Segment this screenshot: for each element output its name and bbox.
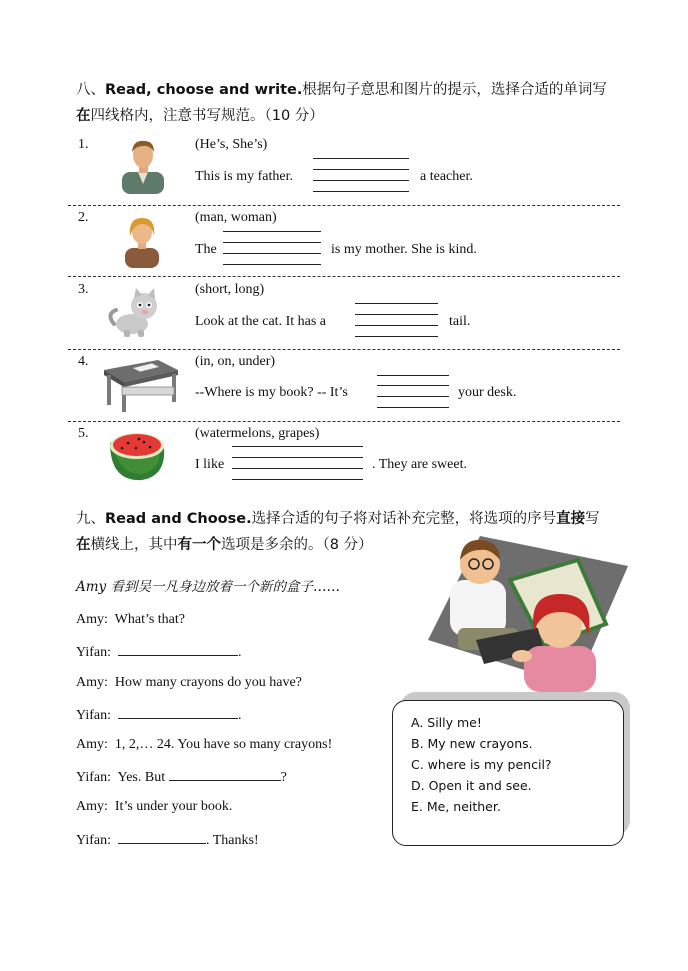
option-c: C. where is my pencil?: [411, 757, 552, 772]
woman-portrait-icon: [122, 216, 162, 268]
item3-after: tail.: [449, 314, 471, 329]
section9-heading-line2: 在横线上，其中有一个选项是多余的。（8 分）: [76, 537, 373, 553]
item5-before: I like: [195, 457, 225, 472]
dialogue-intro: Amy 看到吴一凡身边放着一个新的盒子……: [76, 579, 340, 595]
option-e: E. Me, neither.: [411, 799, 501, 814]
item4-after: your desk.: [458, 385, 517, 400]
option-d: D. Open it and see.: [411, 778, 532, 793]
options-box: [392, 700, 624, 846]
children-drawing-illustration: [428, 528, 628, 696]
section8-heading: [76, 77, 636, 129]
cat-icon: [106, 288, 174, 338]
item5-hint: (watermelons, grapes): [195, 426, 320, 441]
dialogue-line-1: Amy: What’s that?: [76, 612, 186, 627]
answer-blank-2[interactable]: [118, 706, 238, 719]
item5-number: 5.: [78, 426, 89, 441]
dialogue-line-2: Yifan: .: [76, 645, 242, 660]
man-portrait-icon: [120, 138, 166, 194]
dialogue-line-4: Yifan: .: [76, 708, 242, 723]
dialogue-line-5: Amy: 1, 2,… 24. You have so many crayons!: [76, 737, 333, 752]
item3-number: 3.: [78, 282, 89, 297]
answer-blank-1[interactable]: [118, 643, 238, 656]
section8-heading-line1: 八、Read, choose and write.根据句子意思和图片的提示，选择合适的单词写: [76, 82, 607, 98]
item4-hint: (in, on, under): [195, 354, 276, 369]
dialogue-line-3: Amy: How many crayons do you have?: [76, 675, 302, 690]
item4-number: 4.: [78, 354, 89, 369]
item1-hint: (He’s, She’s): [195, 137, 268, 152]
option-a: A. Silly me!: [411, 715, 482, 730]
section9-heading-line1: 九、Read and Choose.选择合适的句子将对话补充完整，将选项的序号直接写: [76, 511, 600, 527]
answer-blank-4[interactable]: [118, 831, 206, 844]
item2-hint: (man, woman): [195, 210, 277, 225]
item1-before: This is my father.: [195, 169, 293, 184]
item2-before: The: [195, 242, 217, 257]
section8-heading-line2: 在四线格内，注意书写规范。（10 分）: [76, 108, 324, 124]
dialogue-line-7: Amy: It’s under your book.: [76, 799, 233, 814]
item3-before: Look at the cat. It has a: [195, 314, 327, 329]
item2-after: is my mother. She is kind.: [331, 242, 477, 257]
desk-with-book-icon: [102, 354, 180, 412]
item1-number: 1.: [78, 137, 89, 152]
answer-blank-3[interactable]: [169, 768, 281, 781]
item2-number: 2.: [78, 210, 89, 225]
item5-after: . They are sweet.: [372, 457, 467, 472]
dialogue-line-8: Yifan: . Thanks!: [76, 833, 259, 848]
dialogue-line-6: Yifan: Yes. But ?: [76, 770, 287, 785]
item3-hint: (short, long): [195, 282, 265, 297]
item1-after: a teacher.: [420, 169, 473, 184]
item4-before: --Where is my book? -- It’s: [195, 385, 348, 400]
watermelon-icon: [106, 428, 168, 484]
option-b: B. My new crayons.: [411, 736, 533, 751]
